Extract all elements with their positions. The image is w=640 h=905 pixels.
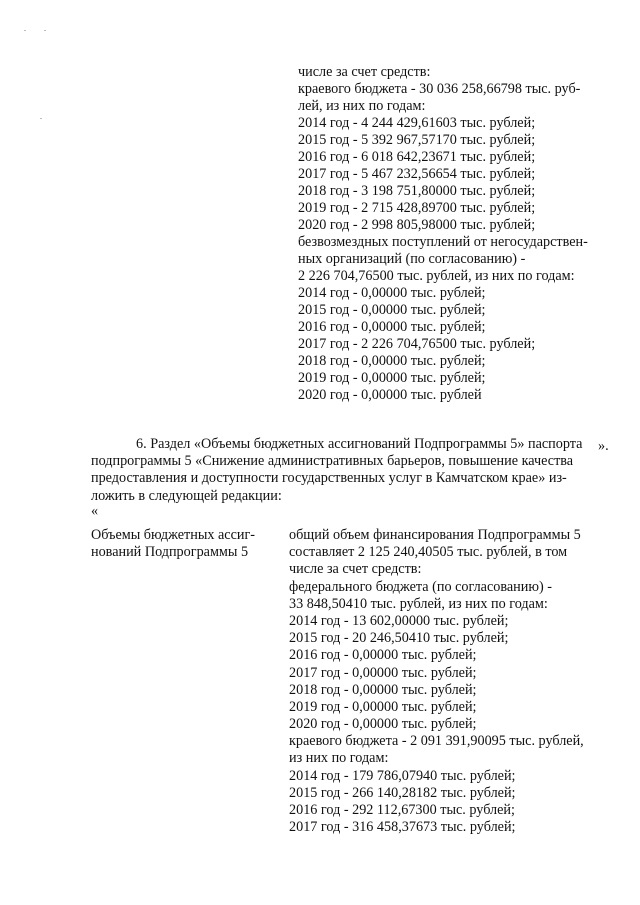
word: 2 125 <box>357 544 390 561</box>
opening-quote: « <box>91 503 99 519</box>
word: организаций <box>325 251 402 267</box>
text-line: лей, из них по годам: <box>298 98 426 114</box>
scan-speck <box>44 30 46 31</box>
value-line: 2015 год - 266 140,28182 тыс. рублей; <box>289 784 516 801</box>
value-line: 2016 год - 0,00000 тыс. рублей; <box>289 647 477 664</box>
text-line: 2015 год - 5 392 967,57170 тыс. рублей; <box>298 132 536 148</box>
word: 240,40505 <box>393 544 454 561</box>
word: рублей, <box>486 544 532 561</box>
text-line: безвозмездных поступлений от негосударствен- <box>298 234 588 250</box>
text-line: 2014 год - 4 244 429,61603 тыс. рублей; <box>298 115 536 131</box>
value-line: 2020 год - 0,00000 тыс. рублей; <box>289 716 477 733</box>
text-line: числе за счет средств: <box>298 64 431 80</box>
word: (по <box>432 578 452 595</box>
text-line: 2020 год - 0,00000 тыс. рублей <box>298 387 482 403</box>
value-line: из них по годам: <box>289 750 389 767</box>
value-line: 2016 год - 292 112,67300 тыс. рублей; <box>289 802 515 818</box>
value-line: общий объем финансирования Подпрограммы 5 <box>289 527 581 543</box>
word: бюджета <box>375 578 429 595</box>
text-line: краевого бюджета - 30 036 258,66798 тыс. руб- <box>298 81 581 97</box>
value-line: 2019 год - 0,00000 тыс. рублей; <box>289 698 477 715</box>
text-line: 2019 год - 0,00000 тыс. рублей; <box>298 370 486 386</box>
word: ных <box>298 251 323 267</box>
word: согласованию) <box>455 578 544 595</box>
table-label-cell <box>91 527 271 561</box>
text-line: 2014 год - 0,00000 тыс. рублей; <box>298 285 486 301</box>
word: согласованию) <box>428 251 518 267</box>
scan-speck <box>40 118 42 119</box>
text-line: 2017 год - 5 467 232,56654 тыс. рублей; <box>298 166 536 182</box>
value-line: 2015 год - 20 246,50410 тыс. рублей; <box>289 630 509 647</box>
label-line: Объемы бюджетных ассиг- <box>91 527 256 543</box>
closing-quote: ». <box>598 438 609 454</box>
text-line: 2019 год - 2 715 428,89700 тыс. рублей; <box>298 200 536 216</box>
text-line: 2 226 704,76500 тыс. рублей, из них по годам: <box>298 268 575 284</box>
value-line: 2014 год - 13 602,00000 тыс. рублей; <box>289 612 509 629</box>
text-line: 2016 год - 0,00000 тыс. рублей; <box>298 319 486 335</box>
value-line: краевого бюджета - 2 091 391,90095 тыс. рублей, <box>289 733 584 750</box>
text-line: 2015 год - 0,00000 тыс. рублей; <box>298 302 486 318</box>
paragraph-line: 6. Раздел «Объемы бюджетных ассигнований Подпрограммы 5» паспорта <box>136 436 583 452</box>
word: тыс. <box>457 544 483 561</box>
value-line: 2017 год - 0,00000 тыс. рублей; <box>289 664 477 681</box>
justified-text-line <box>298 251 610 268</box>
paragraph-line: предоставления и доступности государственных услуг в Камчатском крае» из- <box>91 470 567 487</box>
justified-value-line <box>289 544 610 561</box>
value-line: 2014 год - 179 786,07940 тыс. рублей; <box>289 767 516 784</box>
value-line: 2018 год - 0,00000 тыс. рублей; <box>289 681 477 698</box>
justified-value-line <box>289 579 610 596</box>
value-line: 33 848,50410 тыс. рублей, из них по годам: <box>289 595 548 612</box>
text-line: 2020 год - 2 998 805,98000 тыс. рублей; <box>298 217 536 233</box>
table-value-cell <box>289 527 610 836</box>
section-6-paragraph <box>91 436 609 505</box>
upper-funding-block <box>298 64 610 404</box>
scan-speck <box>24 30 26 31</box>
text-line: 2017 год - 2 226 704,76500 тыс. рублей; <box>298 336 536 352</box>
word: - <box>520 251 526 267</box>
value-line: 2017 год - 316 458,37673 тыс. рублей; <box>289 819 516 836</box>
word: в <box>535 544 542 561</box>
paragraph-line: ложить в следующей редакции: <box>91 487 282 504</box>
word: федерального <box>289 578 373 595</box>
value-line: числе за счет средств: <box>289 561 422 578</box>
word: - <box>547 578 552 595</box>
word: (по <box>405 251 425 267</box>
text-line: 2018 год - 3 198 751,80000 тыс. рублей; <box>298 183 536 199</box>
paragraph-line: подпрограммы 5 «Снижение административных барьеров, повышение качества <box>91 453 574 470</box>
label-line: нований Подпрограммы 5 <box>91 544 249 561</box>
word: составляет <box>289 544 355 561</box>
word: том <box>545 544 568 561</box>
text-line: 2016 год - 6 018 642,23671 тыс. рублей; <box>298 149 536 165</box>
text-line: 2018 год - 0,00000 тыс. рублей; <box>298 353 486 369</box>
